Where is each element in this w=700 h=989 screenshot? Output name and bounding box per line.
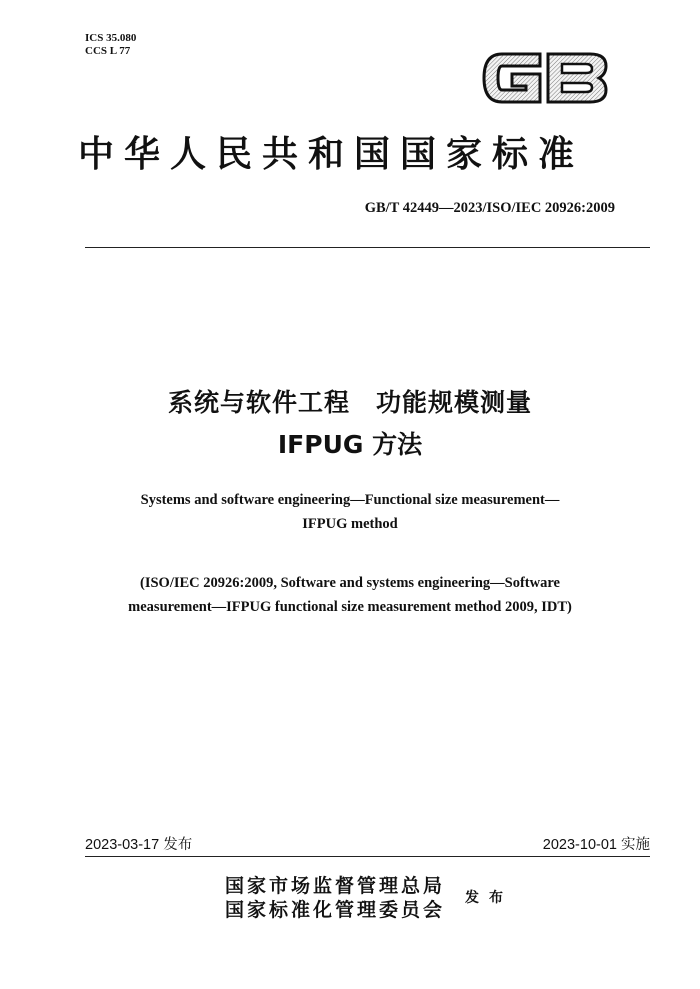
standard-number: GB/T 42449—2023/ISO/IEC 20926:2009 xyxy=(364,200,615,216)
header-divider xyxy=(85,247,650,248)
organization-title: 中华人民共和国国家标准 xyxy=(78,133,585,175)
issuing-authorities xyxy=(225,874,445,922)
publish-date: 2023-03-17 发布 xyxy=(85,837,193,853)
issuer-sac: 国家标准化管理委员会 xyxy=(225,899,446,921)
iso-reference-line1: (ISO/IEC 20926:2009, Software and systems engineering—Software xyxy=(140,575,560,591)
title-en-line1: Systems and software engineering—Functional size measurement— xyxy=(140,492,560,508)
iso-reference-line2: measurement—IFPUG functional size measurement method 2009, IDT) xyxy=(128,599,572,615)
iso-reference xyxy=(50,571,650,619)
ccs-code: CCS L 77 xyxy=(85,45,131,57)
title-en-line2: IFPUG method xyxy=(302,516,398,532)
footer-divider xyxy=(85,856,650,857)
ics-code: ICS 35.080 xyxy=(85,32,137,44)
classification-codes xyxy=(85,32,136,58)
title-en xyxy=(70,488,630,536)
issue-label: 发布 xyxy=(465,890,513,906)
title-cn-line2: IFPUG 方法 xyxy=(277,430,423,459)
effective-date: 2023-10-01 实施 xyxy=(542,837,650,853)
issuer-samr: 国家市场监督管理总局 xyxy=(225,875,446,897)
title-cn-line1: 系统与软件工程 功能规模测量 xyxy=(167,388,532,417)
gb-logo xyxy=(478,42,612,114)
